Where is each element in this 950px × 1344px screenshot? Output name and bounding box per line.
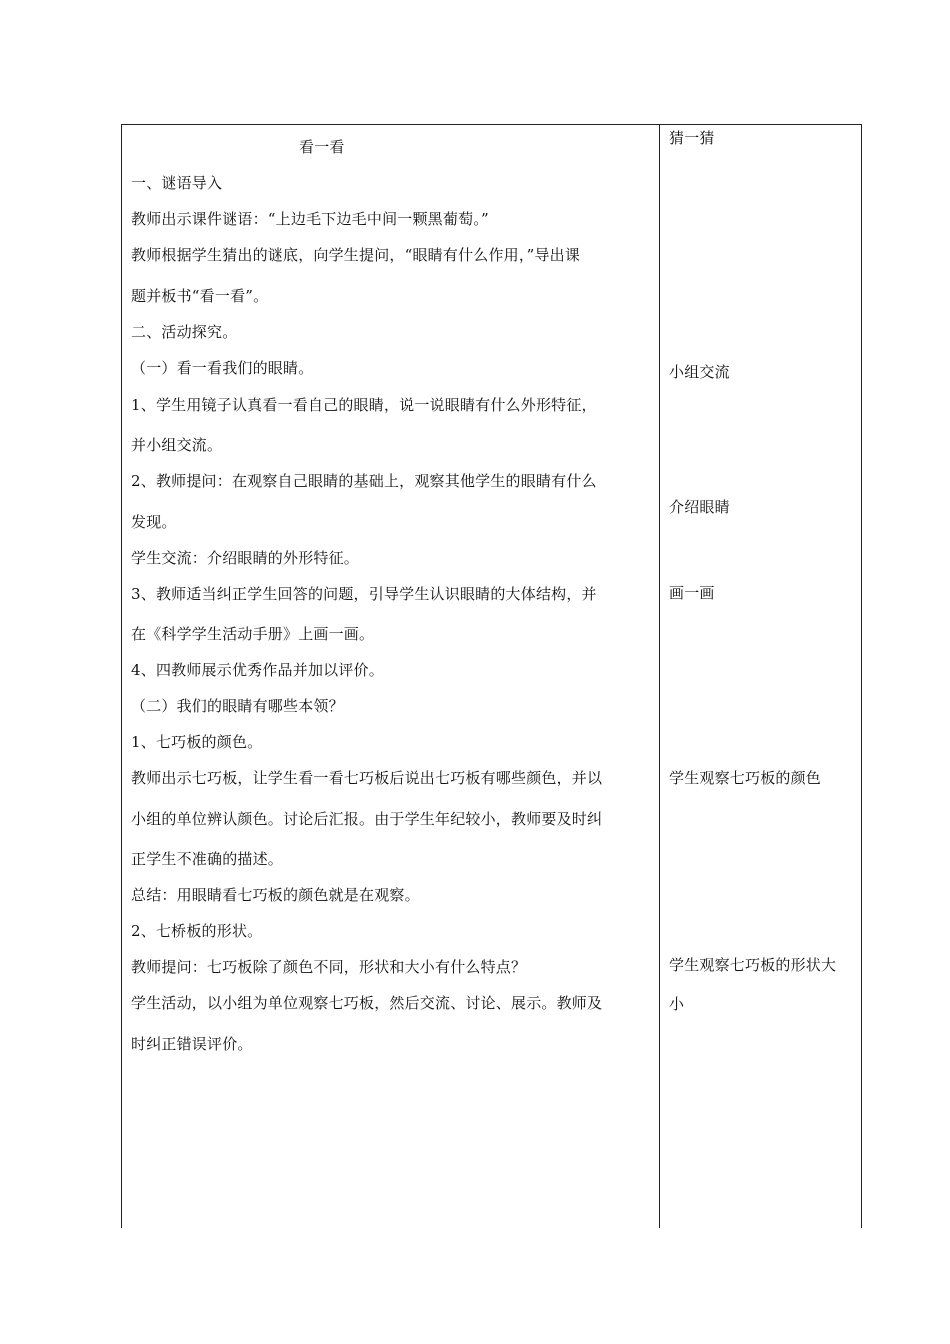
side-note: 小组交流 [669, 363, 730, 381]
side-note: 学生观察七巧板的颜色 [669, 769, 822, 787]
text-line: 学生活动，以小组为单位观察七巧板，然后交流、讨论、展示。教师及 [131, 994, 603, 1012]
text-line: 1、学生用镜子认真看一看自己的眼睛，说一说眼睛有什么外形特征， [131, 396, 597, 414]
text-line: 二、活动探究。 [131, 323, 238, 341]
text-line: 一、谜语导入 [131, 174, 223, 192]
side-note: 介绍眼睛 [669, 498, 730, 516]
text-line: 总结：用眼睛看七巧板的颜色就是在观察。 [131, 886, 420, 904]
text-line: 时纠正错误评价。 [131, 1035, 253, 1053]
text-line: 2、七桥板的形状。 [131, 922, 263, 940]
text-line: 学生交流：介绍眼睛的外形特征。 [131, 549, 360, 567]
text-line: （二）我们的眼睛有哪些本领？ [131, 697, 344, 715]
text-line: 4、四教师展示优秀作品并加以评价。 [131, 661, 384, 679]
text-line: 2、教师提问：在观察自己眼睛的基础上，观察其他学生的眼睛有什么 [131, 472, 597, 490]
side-note: 画一画 [669, 584, 715, 602]
text-line: （一）看一看我们的眼睛。 [131, 359, 314, 377]
side-note: 学生观察七巧板的形状大 [669, 956, 837, 974]
text-line: 在《科学学生活动手册》上画一画。 [131, 625, 375, 643]
text-line: 教师出示七巧板，让学生看一看七巧板后说出七巧板有哪些颜色，并以 [131, 769, 603, 787]
text-line: 并小组交流。 [131, 436, 223, 454]
text-line: 正学生不准确的描述。 [131, 850, 284, 868]
text-line: 小组的单位辨认颜色。讨论后汇报。由于学生年纪较小，教师要及时纠 [131, 810, 603, 828]
text-line: 教师出示课件谜语：“上边毛下边毛中间一颗黑葡萄。” [131, 210, 489, 228]
side-note: 小 [669, 995, 685, 1013]
text-line: 教师根据学生猜出的谜底，向学生提问，“眼睛有什么作用，”导出课 [131, 246, 581, 264]
text-line: 发现。 [131, 513, 177, 531]
text-line: 教师提问：七巧板除了颜色不同，形状和大小有什么特点？ [131, 958, 527, 976]
section-title: 看一看 [299, 138, 345, 156]
text-line: 题并板书“看一看”。 [131, 287, 269, 305]
column-divider [659, 124, 660, 1228]
side-note: 猜一猜 [669, 129, 715, 147]
text-line: 1、七巧板的颜色。 [131, 733, 263, 751]
text-line: 3、教师适当纠正学生回答的问题，引导学生认识眼睛的大体结构，并 [131, 585, 597, 603]
